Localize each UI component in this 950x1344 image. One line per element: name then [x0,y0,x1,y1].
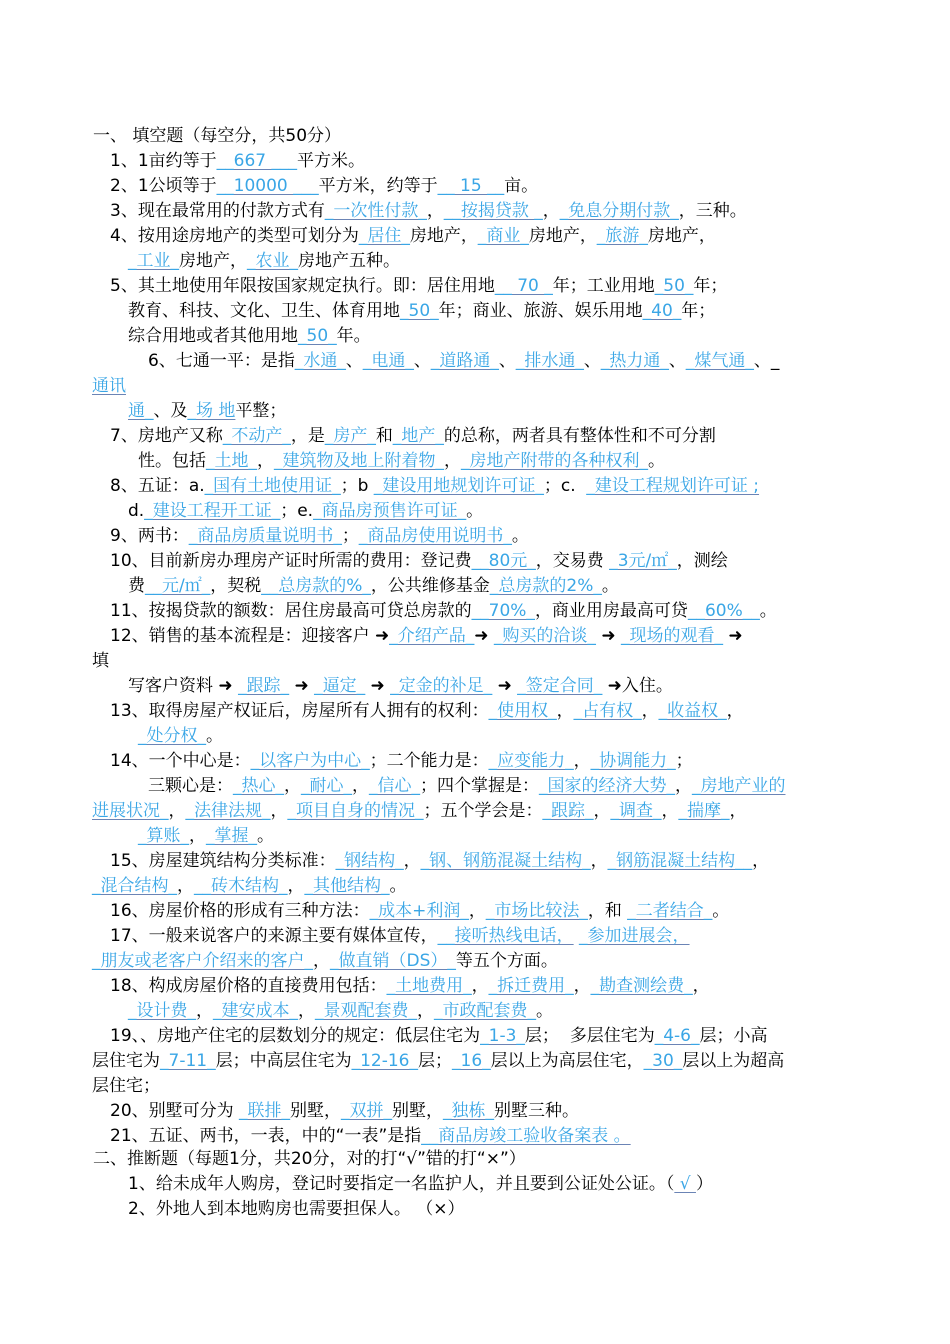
answer-blank: _建筑物及地上附着物_ [274,451,444,471]
answer-blank: _3元/㎡_ [609,551,677,571]
question-text: 12、销售的基本流程是：迎接客户 ➜ [110,626,390,646]
question-text: ；四个掌握是： [420,776,539,796]
q3 [110,199,747,223]
question-text: ， [444,451,461,471]
question-text: ， [257,451,274,471]
answer-blank: _1-3_ [480,1026,525,1046]
answer-blank: _以客户为中心_ [250,751,370,771]
j2 [128,1197,464,1221]
q11 [110,599,777,623]
question-text: 4、按用途房地产的类型可划分为 [110,226,359,246]
question-text: ，是 [290,426,325,446]
question-text: ， [661,801,679,821]
question-text: 10、目前新房办理房产证时所需的费用：登记费 [110,551,472,571]
question-text: 层； [418,1051,452,1071]
answer-blank: __ 70 _ [494,276,553,296]
question-text: 教育、科技、文化、卫生、体育用地 [128,301,400,321]
answer-blank: _建设用地规划许可证_ [373,476,544,496]
answer-blank: __60%__ [687,601,760,621]
answer-blank: _跟踪_ [542,801,594,821]
answer-blank: __70%_ [471,601,535,621]
q12-line3 [128,674,673,698]
question-text: ， [641,701,659,721]
question-text: 别墅， [392,1101,444,1121]
answer-blank: _签定合同_ [517,676,603,696]
answer-blank: _景观配套费_ [315,1001,417,1021]
section-2-title: 二、推断题（每题1分，共20分，对的打“√”错的打“×”） [93,1149,526,1169]
q18-line1 [110,974,710,998]
question-text: 和 [375,426,393,446]
question-text: ， [298,1001,315,1021]
question-text: ➜ [474,626,494,646]
answer-blank: _混合结构_ [92,876,177,896]
q4-line1 [110,224,716,248]
question-text: ；c. [543,476,587,496]
question-text: 费 [128,576,145,596]
question-text: 、 [413,351,431,371]
answer-blank: __667 ___ [216,151,297,171]
question-text: ➜入住。 [602,676,673,696]
question-text: ， [313,951,330,971]
question-text: 2、外地人到本地购房也需要担保人。 [128,1199,417,1219]
question-text: 年。 [336,326,371,346]
answer-blank: _热心_ [233,776,284,796]
answer-blank: _设计费_ [128,1001,196,1021]
question-text: ， [542,201,560,221]
question-text: 平方米，约等于 [318,176,438,196]
question-text: 。 [466,501,484,521]
question-text: ， [573,751,591,771]
question-text: ， [196,1001,213,1021]
answer-blank: _40_ [642,301,682,321]
q5-line2 [128,299,715,323]
answer-blank: _7-11_ [160,1051,216,1071]
answer-blank: _水通_ [294,351,346,371]
answer-blank: _揣摩_ [678,801,730,821]
question-text: 性。包括 [138,451,206,471]
question-text: ， [556,701,574,721]
question-text: 、 [583,351,601,371]
answer-blank: _土地费用_ [386,976,472,996]
answer-blank: _协调能力_ [590,751,676,771]
question-text: 年；商业、旅游、娱乐用地 [438,301,643,321]
question-text: 层；中高层住宅为 [215,1051,352,1071]
q19-line1 [110,1024,768,1048]
answer-blank: _商品房预售许可证_ [313,501,467,521]
question-text: （×） [416,1199,465,1219]
question-text: 19、、房地产住宅的层数划分的规定：低层住宅为 [110,1026,481,1046]
question-text: 层以上为高层住宅， [490,1051,644,1071]
q6-line1 [148,349,779,373]
question-text: 亩。 [504,176,539,196]
question-text: 1、给未成年人购房，登记时要指定一名监护人，并且要到公证处公证。（ [128,1174,675,1194]
answer-blank: _介绍产品_ [389,626,475,646]
q12-line2 [92,649,109,673]
answer-blank: __80元_ [471,551,536,571]
question-text: ， [752,851,770,871]
question-text: ， [270,801,288,821]
question-text: 。 [536,1001,553,1021]
question-text: ；二个能力是： [369,751,489,771]
answer-blank: _商品房质量说明书_ [188,526,342,546]
question-text: ，契税 [210,576,262,596]
question-text: ， [189,826,206,846]
answer-blank: _排水通_ [515,351,584,371]
answer-blank: _农业_ [247,251,298,271]
q15-line2 [92,874,407,898]
q20 [110,1099,579,1123]
question-text: 等五个方面。 [455,951,558,971]
question-text: ， [573,976,591,996]
answer-blank: _建安成本_ [213,1001,298,1021]
question-text: 9、两书： [110,526,189,546]
question-text: d. [128,501,145,521]
answer-blank: _道路通_ [430,351,499,371]
question-text: 三颗心是： [148,776,233,796]
question-text: 填 [92,651,109,671]
answer-blank: __商品房竣工验收备案表 。 [421,1126,631,1146]
question-text: ，交易费 [535,551,610,571]
question-text: ， [590,851,608,871]
answer-blank: _应变能力_ [488,751,574,771]
question-text: ；e. [280,501,314,521]
question-text: ， [352,776,369,796]
q6-line2 [92,374,126,398]
question-text: 。 [648,451,665,471]
q17-line2 [92,949,558,973]
answer-blank: _收益权_ [658,701,727,721]
q4-line2 [128,249,400,273]
q21 [110,1124,631,1148]
answer-blank: _30_ [643,1051,683,1071]
question-text: ， [593,801,611,821]
j1 [128,1172,713,1196]
answer-blank: _法律法规_ [185,801,271,821]
question-text: ， [729,801,747,821]
question-text: 别墅三种。 [494,1101,580,1121]
answer-blank: _50_ [298,326,337,346]
answer-blank: _朋友或老客户介绍来的客户_ [92,951,313,971]
answer-blank: 通讯 [92,376,126,396]
question-text: 2、1公顷等于 [110,176,217,196]
question-text: ➜ [723,626,743,646]
q19-line2 [92,1049,784,1073]
q8-line1 [110,474,759,498]
q10-line1 [110,549,728,573]
answer-blank: _土地_ [206,451,257,471]
question-text: 。 [206,726,223,746]
answer-blank: _50_ [400,301,439,321]
answer-blank: _购买的洽谈_ [493,626,596,646]
answer-blank: _处分权_ [138,726,206,746]
question-text: 房地产， [179,251,247,271]
answer-blank: _定金的补足_ [390,676,493,696]
answer-blank: _钢筋混凝土结构__ [607,851,753,871]
answer-blank: 进展状况_ [92,801,169,821]
q5-line3 [128,324,371,348]
answer-blank: __接听热线电话， [437,926,574,946]
answer-blank: _逼定_ [314,676,366,696]
question-text: 房地产， [647,226,716,246]
question-text: 、 [668,351,686,371]
answer-blank: _双拼_ [341,1101,393,1121]
answer-blank: _独栋_ [443,1101,495,1121]
question-text: 21、五证、两书，一表，中的“一表”是指 [110,1126,422,1146]
answer-blank: _占有权_ [573,701,642,721]
question-text: 层以上为超高 [682,1051,785,1071]
answer-blank: _项目自身的情况_ [287,801,424,821]
question-text: ➜ [365,676,391,696]
answer-blank: _算账_ [138,826,189,846]
question-text: 层住宅； [92,1076,160,1096]
question-text: ， [726,701,744,721]
question-text: ，商业用房最高可贷 [534,601,688,621]
question-text: 1、1亩约等于 [110,151,217,171]
answer-blank: __总房款的%_ [261,576,371,596]
answer-blank: _房产_ [324,426,376,446]
question-text: 20、别墅可分为 [110,1101,240,1121]
q18-line2 [128,999,553,1023]
question-text: 7、房地产又称 [110,426,223,446]
question-text: 别墅， [290,1101,342,1121]
question-text: 年； [681,301,716,321]
answer-blank: _国有土地使用证_ [204,476,341,496]
question-text: 的总称，两者具有整体性和不可分割 [443,426,716,446]
answer-blank: _场 地 [187,401,236,421]
question-text: 18、构成房屋价格的直接费用包括： [110,976,387,996]
question-text: 5、其土地使用年限按国家规定执行。即：居住用地 [110,276,495,296]
question-text: ➜ [492,676,518,696]
answer-blank: _旅游_ [596,226,648,246]
question-text: ， [471,976,489,996]
answer-blank: _房地产附带的各种权利_ [461,451,648,471]
question-text: 。 [759,601,777,621]
answer-blank: _拆迁费用_ [488,976,574,996]
answer-blank: _做直销（DS）_ [330,951,456,971]
question-text: ， [168,801,186,821]
question-text: ， [287,876,305,896]
answer-blank: _二者结合_ [627,901,713,921]
answer-blank: 通_ [128,401,154,421]
question-text: ， [177,876,194,896]
answer-blank: _国家的经济大势_ [539,776,675,796]
q15-line1 [110,849,769,873]
question-text: ➜ [289,676,315,696]
question-text: ；五个学会是： [423,801,543,821]
question-text: ） [695,1174,713,1194]
q12-line1 [110,624,743,648]
question-text: ，公共维修基金 [370,576,490,596]
answer-blank: _地产_ [392,426,444,446]
question-text: ； [341,526,359,546]
q6-line3 [128,399,286,423]
question-text: ， [675,776,692,796]
question-text: 。 [601,576,619,596]
q13-line2 [138,724,223,748]
question-text: 、 [345,351,363,371]
answer-blank: _建设工程开工证_ [144,501,281,521]
answer-blank: _一次性付款_ [324,201,427,221]
question-text: ， [417,1001,434,1021]
question-text: 6、七通一平：是指 [148,351,295,371]
answer-blank: _不动产_ [222,426,291,446]
answer-blank: _50_ [654,276,694,296]
question-text: 17、一般来说客户的来源主要有媒体宣传， [110,926,438,946]
answer-blank: _电通_ [362,351,414,371]
question-text: ，三种。 [678,201,747,221]
answer-blank: _免息分期付款_ [559,201,679,221]
answer-blank: _钢、钢筋混凝土结构_ [420,851,591,871]
q10-line2 [128,574,619,598]
question-text: 房地产五种。 [298,251,400,271]
question-text: 平方米。 [297,151,365,171]
answer-blank: __ 15 __ [437,176,505,196]
question-text: ➜ [595,626,621,646]
question-text: 。 [511,526,529,546]
q14-line4 [138,824,274,848]
question-text: 13、取得房屋产权证后，房屋所有人拥有的权利： [110,701,489,721]
question-text: 综合用地或者其他用地 [128,326,298,346]
q19-line3 [92,1074,160,1098]
question-text: 、及 [153,401,188,421]
question-text: ， [426,201,444,221]
answer-blank: _耐心_ [301,776,352,796]
answer-blank: _商业_ [477,226,529,246]
answer-blank: _使用权_ [488,701,557,721]
answer-blank: _煤气通_ [685,351,754,371]
answer-blank: _商品房使用说明书_ [358,526,512,546]
q1 [110,149,365,173]
question-text: 11、按揭贷款的额数：居住房最高可贷总房款的 [110,601,472,621]
answer-blank: _信心_ [369,776,420,796]
answer-blank: _调查_ [610,801,662,821]
q5-line1 [110,274,727,298]
answer-blank: _现场的观看_ [621,626,723,646]
question-text: 15、房屋建筑结构分类标准： [110,851,336,871]
question-text: ；b [340,476,374,496]
section-1-title: 一、 填空题（每空分，共50分） [93,126,342,146]
answer-blank: __10000 ___ [216,176,319,196]
q16 [110,899,729,923]
answer-blank: _总房款的2%_ [489,576,602,596]
question-text: 8、五证：a. [110,476,205,496]
question-text: 。 [389,876,407,896]
answer-blank: _热力通_ [600,351,669,371]
question-text: 、 [498,351,516,371]
q2 [110,174,538,198]
answer-blank: _联排_ [239,1101,291,1121]
answer-blank: _勘查测绘费_ [590,976,693,996]
q14-line1 [110,749,693,773]
answer-blank: _建设工程规划许可证 ; [586,476,760,496]
question-text: 写客户资料 ➜ [128,676,239,696]
question-text: 、_ [753,351,780,371]
answer-blank: _房地产业的 [692,776,786,796]
question-text: 16、房屋价格的形成有三种方法： [110,901,370,921]
answer-blank: __元/㎡_ [145,576,211,596]
answer-blank: √ [674,1174,696,1194]
question-text: 。 [712,901,730,921]
question-text: 层；小高 [699,1026,768,1046]
question-text: 年；工业用地 [552,276,655,296]
answer-blank: __按揭贷款 _ [443,201,543,221]
question-text: 。 [257,826,274,846]
question-text: ， [284,776,301,796]
question-text: ， [468,901,486,921]
question-text: 房地产， [528,226,597,246]
question-text: ； [675,751,693,771]
q7-line1 [110,424,716,448]
answer-blank: _居住_ [358,226,410,246]
answer-blank: __砖木结构_ [194,876,288,896]
answer-blank: _4-6_ [654,1026,700,1046]
answer-blank: _成本+利润_ [369,901,469,921]
question-text: 层； 多层住宅为 [524,1026,655,1046]
question-text: 房地产， [409,226,478,246]
q14-line2 [148,774,786,798]
question-text: ， [692,976,710,996]
answer-blank: _市场比较法_ [485,901,588,921]
question-text: 平整； [235,401,287,421]
q13-line1 [110,699,744,723]
question-text: 3、现在最常用的付款方式有 [110,201,325,221]
answer-blank: _16_ [452,1051,491,1071]
answer-blank: _其他结构_ [304,876,390,896]
q14-line3 [92,799,747,823]
q17-line1 [110,924,690,948]
answer-blank: _参加进展会， [579,926,690,946]
question-text: ， [403,851,421,871]
answer-blank: _掌握_ [206,826,257,846]
q9 [110,524,529,548]
question-text: ，测绘 [676,551,728,571]
answer-blank: _市政配套费_ [434,1001,536,1021]
q7-line2 [138,449,665,473]
answer-blank: _钢结构_ [335,851,404,871]
question-text: ，和 [587,901,628,921]
question-text: 14、一个中心是： [110,751,251,771]
answer-blank: _12-16_ [351,1051,418,1071]
answer-blank: _工业_ [128,251,179,271]
question-text: 层住宅为 [92,1051,160,1071]
q8-line2 [128,499,483,523]
answer-blank: _跟踪_ [238,676,290,696]
question-text: 年； [693,276,728,296]
